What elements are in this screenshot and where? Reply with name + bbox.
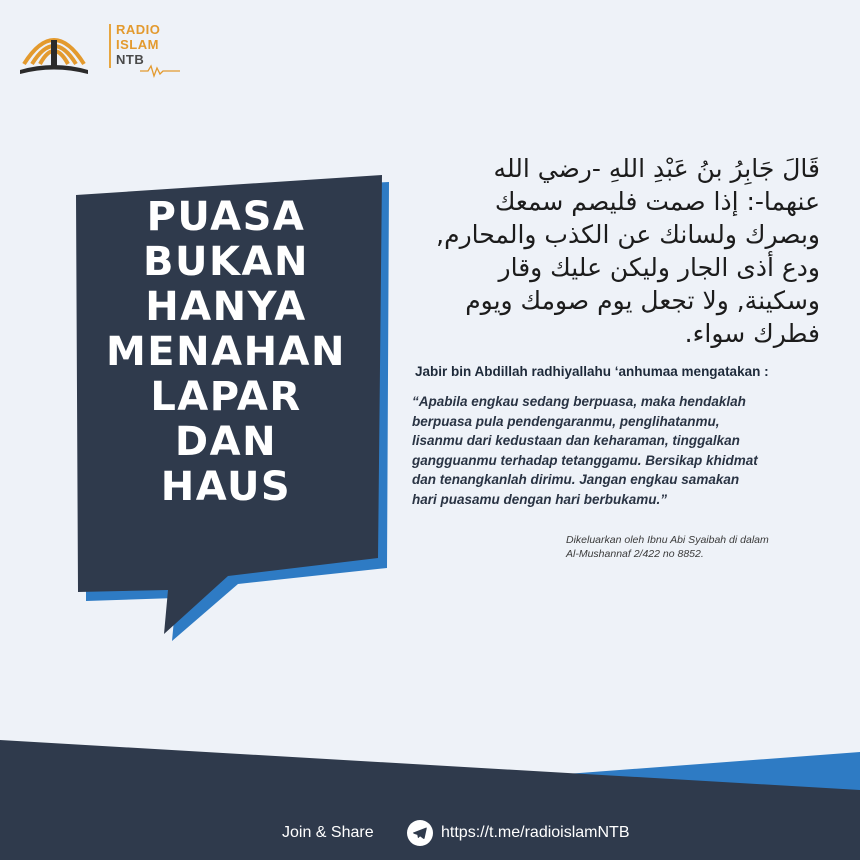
logo-line-ntb: NTB [116, 52, 145, 67]
translation-intro: Jabir bin Abdillah radhiyallahu ‘anhumaa mengatakan : [415, 364, 769, 379]
quote-line: lisanmu dari kedustaan dan keharaman, tinggalkan [412, 433, 740, 448]
logo-line-radio: RADIO [116, 22, 161, 37]
telegram-icon[interactable] [407, 820, 433, 846]
quote-line: gangguanmu terhadap tetanggamu. Bersikap khidmat [412, 452, 758, 468]
join-share-label: Join & Share [282, 824, 374, 841]
headline-line: DAN [174, 419, 278, 465]
headline-line: HANYA [145, 284, 307, 330]
arabic-line: قَالَ جَابِرُ بنُ عَبْدِ اللهِ -رضي الله [493, 154, 820, 183]
quote-line: “Apabila engkau sedang berpuasa, maka hendaklah [412, 394, 746, 409]
quote-line: dan tenangkanlah dirimu. Jangan engkau samakan [412, 472, 740, 487]
hadith-source [566, 533, 846, 561]
arabic-line: فطرك سواء. [684, 319, 820, 348]
headline-line: BUKAN [143, 239, 309, 285]
translation-quote [412, 392, 842, 509]
headline-line: PUASA [146, 194, 306, 240]
source-line: Al-Mushannaf 2/422 no 8852. [566, 548, 704, 560]
headline-line: LAPAR [150, 374, 302, 420]
source-line: Dikeluarkan oleh Ibnu Abi Syaibah di dalam [566, 534, 769, 546]
headline [80, 195, 372, 510]
quote-line: berpuasa pula pendengaranmu, penglihatanmu, [412, 413, 720, 429]
arabic-line: وسكينة, ولا تجعل يوم صومك ويوم [465, 286, 820, 315]
headline-line: MENAHAN [106, 329, 346, 375]
headline-line: HAUS [160, 464, 292, 510]
arabic-hadith [400, 152, 820, 350]
arabic-line: وبصرك ولسانك عن الكذب والمحارم, [436, 220, 820, 249]
arabic-line: ودع أذى الجار وليكن عليك وقار [498, 253, 820, 282]
logo-line-islam: ISLAM [116, 37, 159, 52]
quote-line: hari puasamu dengan hari berbukamu.” [412, 491, 668, 507]
arabic-line: عنهما-: إذا صمت فليصم سمعك [494, 187, 820, 216]
telegram-link[interactable]: https://t.me/radioislamNTB [441, 824, 630, 841]
